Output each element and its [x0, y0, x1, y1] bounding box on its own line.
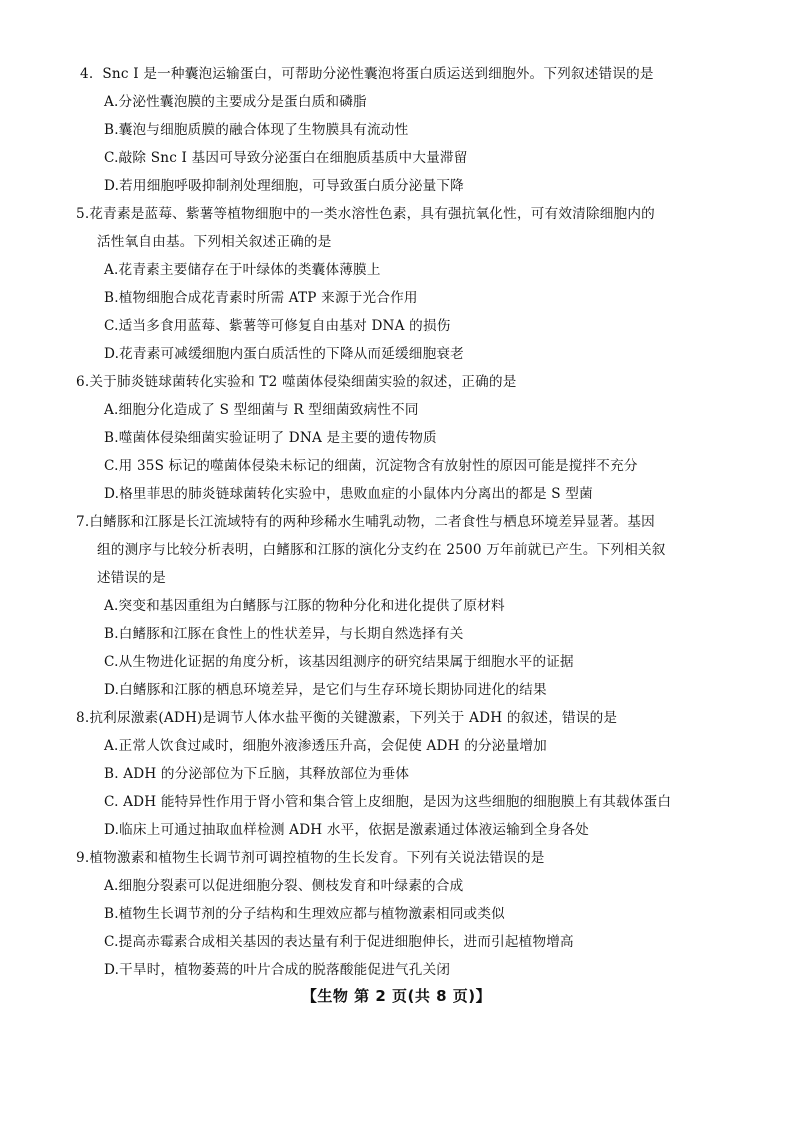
question-4-option-d: D.若用细胞呼吸抑制剂处理细胞，可导致蛋白质分泌量下降 — [104, 178, 464, 194]
question-5-option-a: A.花青素主要储存在于叶绿体的类囊体薄膜上 — [104, 262, 381, 278]
question-7-stem-cont-2: 述错误的是 — [97, 570, 166, 586]
page-footer: 【生物 第 2 页(共 8 页)】 — [301, 987, 492, 1005]
question-5-option-c: C.适当多食用蓝莓、紫薯等可修复自由基对 DNA 的损伤 — [104, 318, 451, 334]
question-7-option-b: B.白鳍豚和江豚在食性上的性状差异，与长期自然选择有关 — [104, 626, 464, 642]
question-4-option-c: C.敲除 Snc I 基因可导致分泌蛋白在细胞质基质中大量滞留 — [104, 150, 468, 166]
question-5-stem-cont: 活性氧自由基。下列相关叙述正确的是 — [97, 234, 332, 250]
question-7-stem: 7.白鳍豚和江豚是长江流域特有的两种珍稀水生哺乳动物，二者食性与栖息环境差异显著。基因 — [76, 514, 655, 530]
question-9-option-b: B.植物生长调节剂的分子结构和生理效应都与植物激素相同或类似 — [104, 906, 505, 922]
question-5-option-b: B.植物细胞合成花青素时所需 ATP 来源于光合作用 — [104, 290, 418, 306]
question-6-option-c: C.用 35S 标记的噬菌体侵染未标记的细菌，沉淀物含有放射性的原因可能是搅拌不充分 — [104, 458, 638, 474]
question-8-option-a: A.正常人饮食过咸时，细胞外液渗透压升高，会促使 ADH 的分泌量增加 — [104, 738, 547, 754]
question-5-stem: 5.花青素是蓝莓、紫薯等植物细胞中的一类水溶性色素，具有强抗氧化性，可有效清除细胞内的 — [76, 206, 655, 222]
question-6-option-d: D.格里菲思的肺炎链球菌转化实验中，患败血症的小鼠体内分离出的都是 S 型菌 — [104, 486, 593, 502]
question-8-option-b: B. ADH 的分泌部位为下丘脑，其释放部位为垂体 — [104, 766, 410, 782]
question-9-option-a: A.细胞分裂素可以促进细胞分裂、侧枝发育和叶绿素的合成 — [104, 878, 464, 894]
question-9-option-c: C.提高赤霉素合成相关基因的表达量有利于促进细胞伸长，进而引起植物增高 — [104, 934, 574, 950]
question-9-stem: 9.植物激素和植物生长调节剂可调控植物的生长发育。下列有关说法错误的是 — [76, 850, 545, 866]
question-9-option-d: D.干旱时，植物萎蔫的叶片合成的脱落酸能促进气孔关闭 — [104, 962, 451, 978]
question-7-option-a: A.突变和基因重组为白鳍豚与江豚的物种分化和进化提供了原材料 — [104, 598, 505, 614]
question-5-option-d: D.花青素可减缓细胞内蛋白质活性的下降从而延缓细胞衰老 — [104, 346, 464, 362]
question-7-stem-cont-1: 组的测序与比较分析表明，白鳍豚和江豚的演化分支约在 2500 万年前就已产生。下列相关叙 — [97, 542, 666, 558]
question-8-option-d: D.临床上可通过抽取血样检测 ADH 水平，依据是激素通过体液运输到全身各处 — [104, 822, 589, 838]
question-4-stem: 4. Snc I 是一种囊泡运输蛋白，可帮助分泌性囊泡将蛋白质运送到细胞外。下列叙述错误的是 — [80, 66, 654, 82]
question-6-stem: 6.关于肺炎链球菌转化实验和 T2 噬菌体侵染细菌实验的叙述，正确的是 — [76, 374, 517, 390]
question-6-option-b: B.噬菌体侵染细菌实验证明了 DNA 是主要的遗传物质 — [104, 430, 437, 446]
question-7-option-c: C.从生物进化证据的角度分析，该基因组测序的研究结果属于细胞水平的证据 — [104, 654, 574, 670]
question-6-option-a: A.细胞分化造成了 S 型细菌与 R 型细菌致病性不同 — [104, 402, 419, 418]
question-7-option-d: D.白鳍豚和江豚的栖息环境差异，是它们与生存环境长期协同进化的结果 — [104, 682, 547, 698]
question-4-option-a: A.分泌性囊泡膜的主要成分是蛋白质和磷脂 — [104, 94, 367, 110]
question-4-option-b: B.囊泡与细胞质膜的融合体现了生物膜具有流动性 — [104, 122, 409, 138]
question-8-option-c: C. ADH 能特异性作用于肾小管和集合管上皮细胞，是因为这些细胞的细胞膜上有其载体蛋白 — [104, 794, 672, 810]
question-8-stem: 8.抗利尿激素(ADH)是调节人体水盐平衡的关键激素，下列关于 ADH 的叙述，错误的是 — [76, 710, 618, 726]
